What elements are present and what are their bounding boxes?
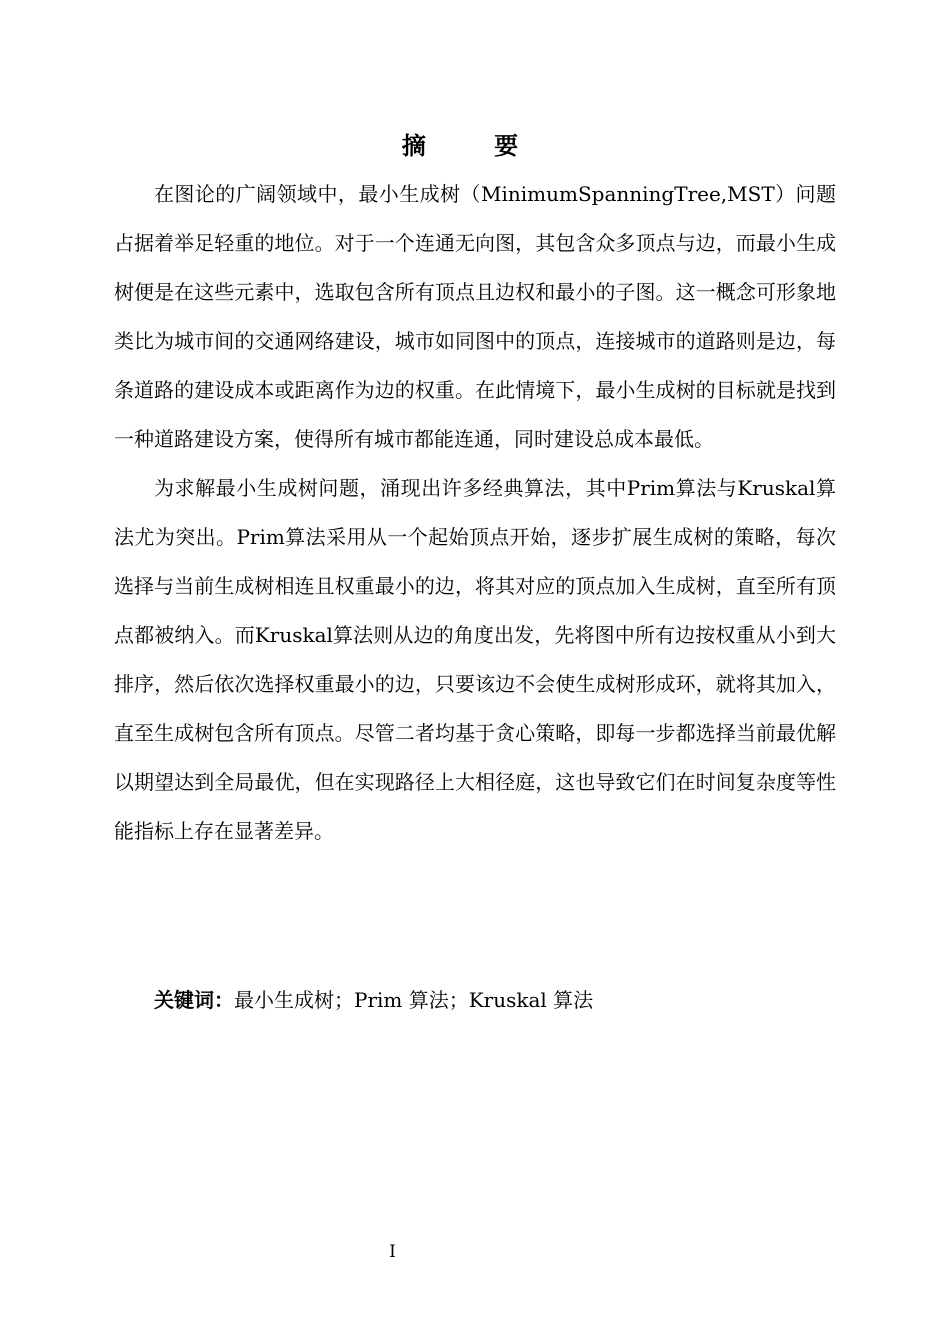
abstract-body (114, 170, 836, 856)
keywords-label: 关键词： (154, 988, 234, 1012)
keywords-line (154, 982, 593, 1018)
page-number: I (389, 1242, 396, 1262)
keywords-value: 最小生成树；Prim 算法；Kruskal 算法 (234, 988, 594, 1012)
abstract-paragraph-1: 在图论的广阔领域中，最小生成树（MinimumSpanningTree,MST）问题占据着举足轻重的地位。对于一个连通无向图，其包含众多顶点与边，而最小生成树便是在这些元素中，选取包含所有顶点且边权和最小的子图。这一概念可形象地类比为城市间的交通网络建设，城市如同图中的顶点，连接城市的道路则是边，每条道路的建设成本或距离作为边的权重。在此情境下，最小生成树的目标就是找到一种道路建设方案，使得所有城市都能连通，同时建设总成本最低。 (114, 182, 836, 451)
page-title: 摘 要 (401, 132, 549, 160)
abstract-paragraph-2: 为求解最小生成树问题，涌现出许多经典算法，其中Prim算法与Kruskal算法尤为突出。Prim算法采用从一个起始顶点开始，逐步扩展生成树的策略，每次选择与当前生成树相连且权重最小的边，将其对应的顶点加入生成树，直至所有顶点都被纳入。而Kruskal算法则从边的角度出发，先将图中所有边按权重从小到大排序，然后依次选择权重最小的边，只要该边不会使生成树形成环，就将其加入，直至生成树包含所有顶点。尽管二者均基于贪心策略，即每一步都选择当前最优解以期望达到全局最优，但在实现路径上大相径庭，这也导致它们在时间复杂度等性能指标上存在显著差异。 (114, 476, 836, 843)
